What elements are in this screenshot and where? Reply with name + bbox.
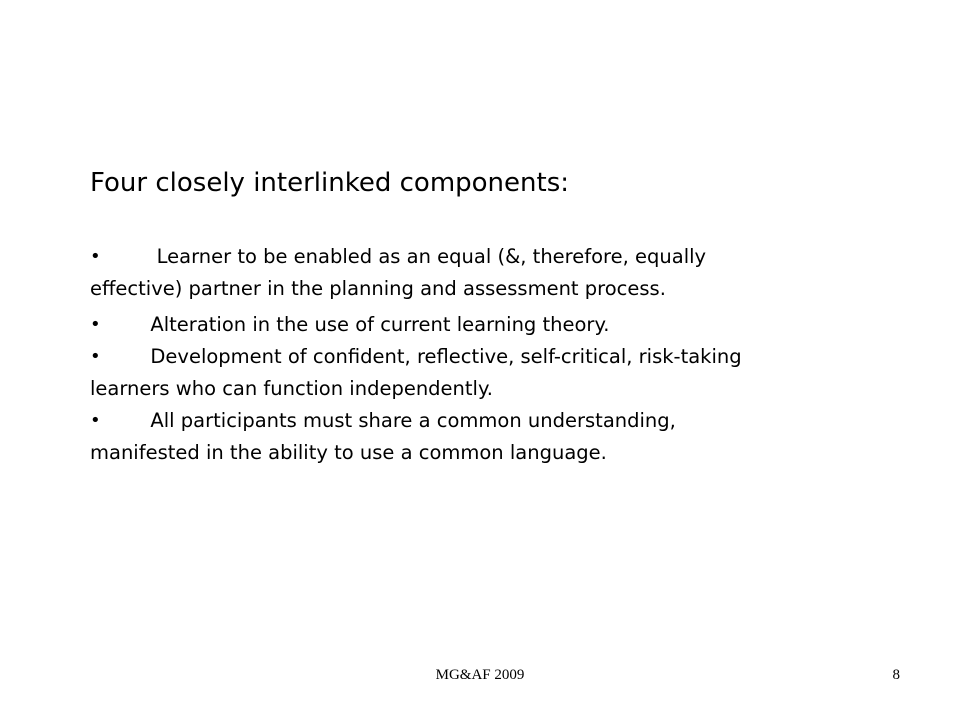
bullet-item bbox=[90, 309, 870, 341]
bullet-line: effective) partner in the planning and assessment process. bbox=[90, 277, 666, 300]
bullet-item bbox=[90, 405, 870, 469]
bullet-line: manifested in the ability to use a common language. bbox=[90, 441, 607, 464]
bullet-dot-icon: • bbox=[90, 314, 101, 335]
bullet-dot-icon: • bbox=[90, 246, 101, 267]
bullet-list bbox=[90, 241, 870, 469]
bullet-line: Alteration in the use of current learning theory. bbox=[138, 313, 610, 336]
bullet-line: Development of confident, reflective, self-critical, risk-taking bbox=[138, 345, 742, 368]
page-number: 8 bbox=[892, 667, 900, 683]
bullet-item bbox=[90, 241, 870, 305]
bullet-line: learners who can function independently. bbox=[90, 377, 493, 400]
bullet-dot-icon: • bbox=[90, 410, 101, 431]
slide-heading: Four closely interlinked components: bbox=[90, 168, 570, 198]
bullet-line: All participants must share a common understanding, bbox=[138, 409, 676, 432]
bullet-line: Learner to be enabled as an equal (&, therefore, equally bbox=[138, 245, 707, 268]
bullet-dot-icon: • bbox=[90, 346, 101, 367]
bullet-item bbox=[90, 341, 870, 405]
footer-credit: MG&AF 2009 bbox=[435, 667, 525, 683]
